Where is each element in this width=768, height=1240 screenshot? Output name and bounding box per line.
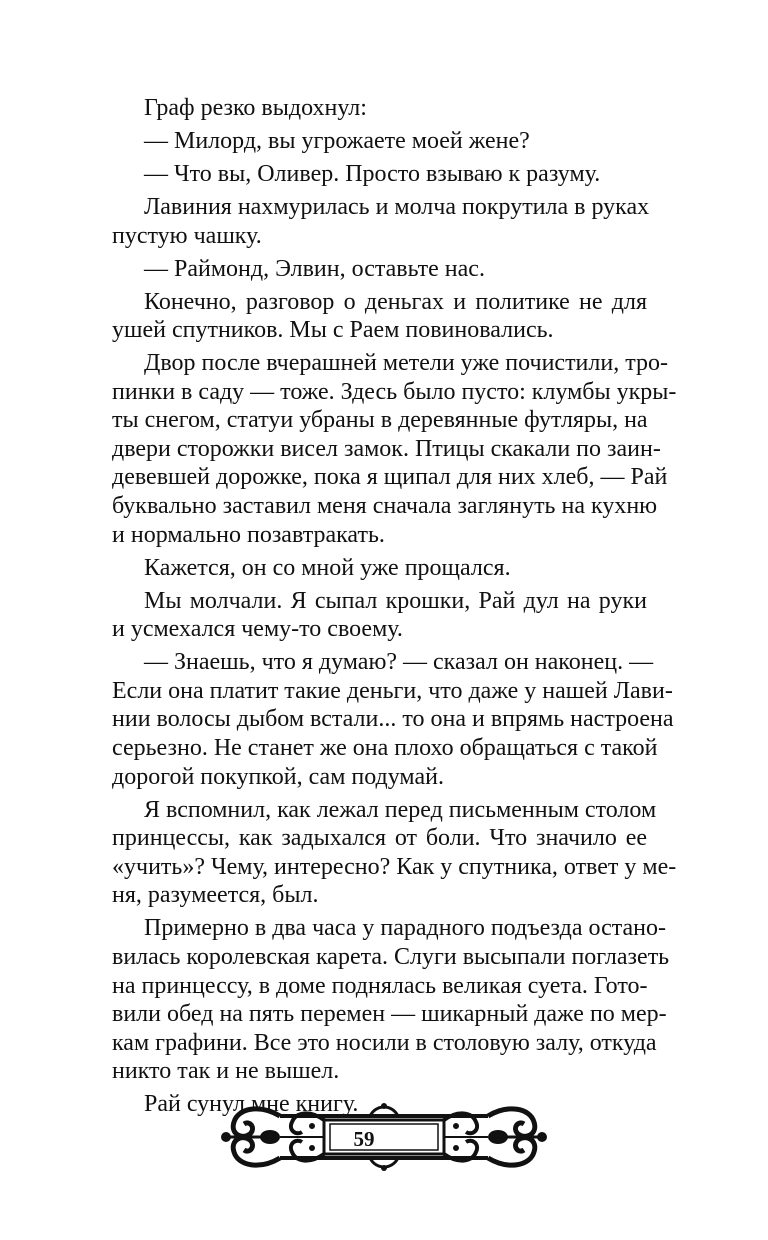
paragraph-line: вили обед на пять перемен — шикарный даже по мер- — [112, 1001, 667, 1028]
paragraph-line: «учить»? Чему, интересно? Как у спутника, ответ у ме- — [112, 853, 677, 880]
paragraph-first-line: Примерно в два часа у парадного подъезда остано- — [144, 915, 666, 942]
paragraph-line: пинки в саду — тоже. Здесь было пусто: клумбы укры- — [112, 378, 677, 405]
paragraph-line: ня, разумеется, был. — [112, 882, 319, 909]
paragraph-first-line: — Милорд, вы угрожаете моей жене? — [144, 127, 530, 154]
paragraph-line: пустую чашку. — [112, 222, 262, 249]
paragraph-line: кам графини. Все это носили в столовую залу, откуда — [112, 1029, 657, 1056]
paragraph-line: никто так и не вышел. — [112, 1058, 340, 1085]
paragraph-first-line: Я вспомнил, как лежал перед письменным столом — [144, 796, 657, 823]
paragraph-line: девевшей дорожке, пока я щипал для них хлеб, — Рай — [112, 464, 668, 491]
paragraph-first-line: — Что вы, Оливер. Просто взываю к разуму. — [144, 160, 601, 187]
scroll-ornament-icon — [220, 1100, 548, 1180]
paragraph-first-line: Кажется, он со мной уже прощался. — [144, 554, 511, 581]
paragraph-line: серьезно. Не станет же она плохо обращаться с такой — [112, 734, 658, 761]
page-number: 59 — [353, 1127, 375, 1151]
body-text — [112, 94, 677, 1119]
paragraph-first-line: Рай сунул мне книгу. — [144, 1091, 359, 1118]
paragraph-line: двери сторожки висел замок. Птицы скакали по заин- — [112, 435, 661, 462]
paragraph-first-line: Граф резко выдохнул: — [144, 95, 367, 121]
paragraph-line: и нормально позавтракать. — [112, 521, 385, 548]
paragraph-line: дорогой покупкой, сам подумай. — [112, 763, 444, 790]
paragraph-first-line: — Раймонд, Элвин, оставьте нас. — [144, 255, 485, 282]
paragraph-line: на принцессу, в доме поднялась великая суета. Гото- — [112, 972, 648, 999]
paragraph-first-line: Конечно, разговор о деньгах и политике не для — [144, 288, 647, 315]
paragraph-first-line: Лавиния нахмурилась и молча покрутила в руках — [144, 193, 650, 220]
paragraph-line: и усмехался чему-то своему. — [112, 616, 403, 643]
paragraph-first-line: — Знаешь, что я думаю? — сказал он наконец. — — [144, 649, 654, 676]
paragraph-line: ты снегом, статуи убраны в деревянные футляры, на — [112, 407, 648, 434]
paragraph-line: вилась королевская карета. Слуги высыпали поглазеть — [112, 943, 670, 970]
paragraph-line: Если она платит такие деньги, что даже у нашей Лави- — [112, 677, 673, 704]
page-footer — [0, 1100, 768, 1180]
paragraph-first-line: Двор после вчерашней метели уже почистили, тро- — [144, 350, 668, 377]
paragraph-line: буквально заставил меня сначала заглянуть на кухню — [112, 493, 658, 520]
paragraph-line: ушей спутников. Мы с Раем повиновались. — [112, 317, 554, 344]
paragraph-line: нии волосы дыбом встали... то она и впрямь настроена — [112, 706, 674, 733]
paragraph-line: принцессы, как задыхался от боли. Что значило ее — [112, 825, 647, 852]
paragraph-first-line: Мы молчали. Я сыпал крошки, Рай дул на руки — [144, 587, 647, 614]
